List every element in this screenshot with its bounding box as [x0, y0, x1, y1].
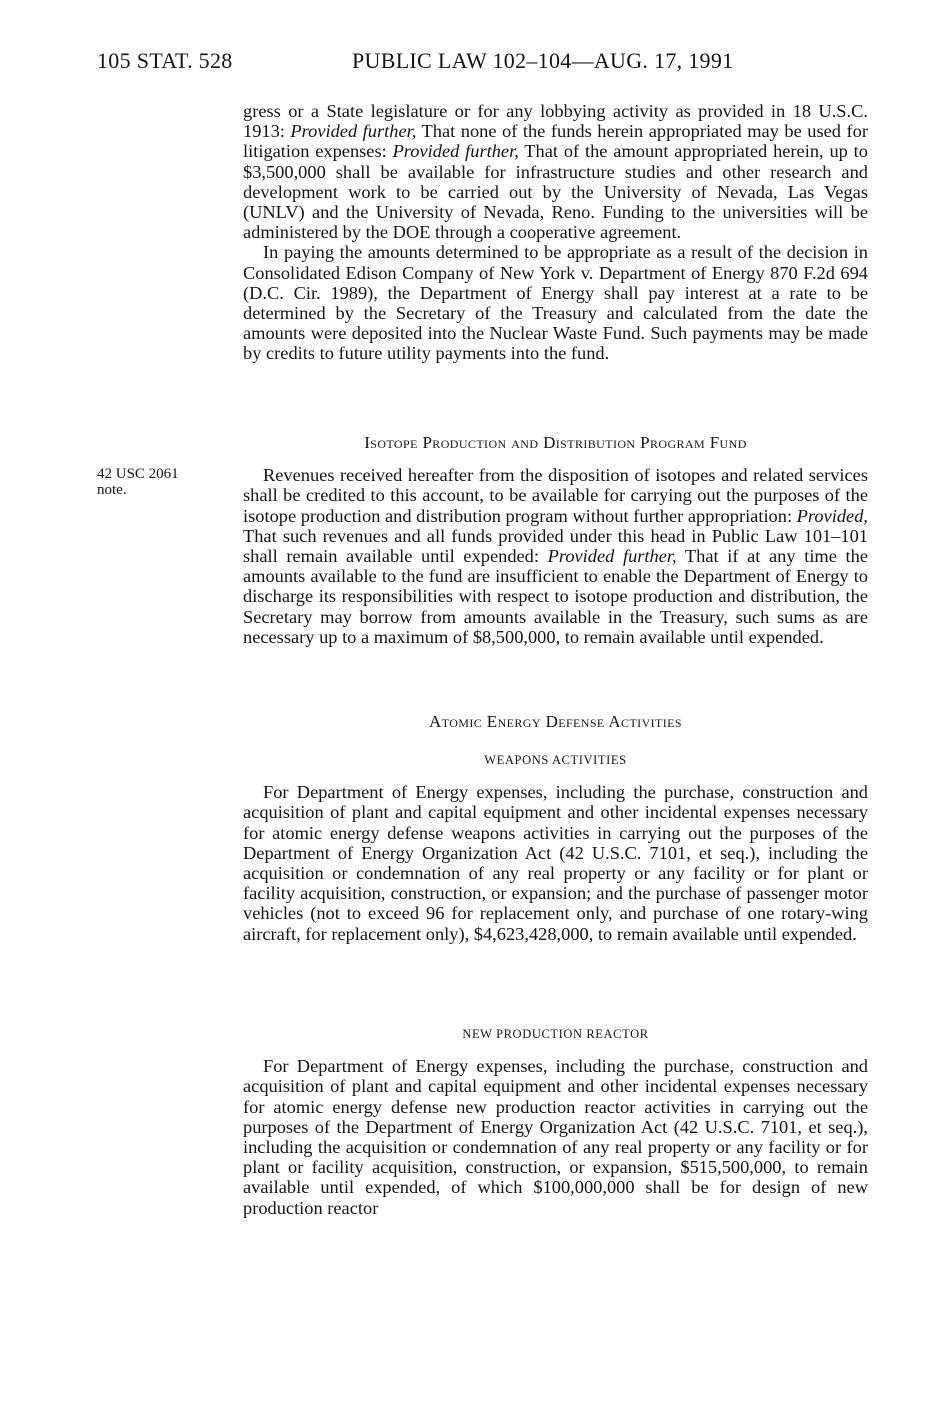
- new-production-reactor-heading: NEW PRODUCTION REACTOR: [462, 1027, 649, 1041]
- paragraph-continued: gress or a State legislature or for any lobbying activity as provided in 18 U.S.C. 1913: Provided further, That none of the funds herein appropriated may be used for litigation expenses: Provided further, That of the amount appropriated herein, up to $3,500,000 shall be available for infrastructure studies and other research and development work to be carried out by the University of Nevada, Las Vegas (UNLV) and the University of Nevada, Reno. Funding to the universities will be administered by the DOE through a cooperative agreement.: [243, 101, 868, 243]
- weapons-activities-heading: WEAPONS ACTIVITIES: [484, 753, 627, 767]
- reactor-section: [243, 1024, 868, 1218]
- stat-page-number: 105 STAT. 528: [97, 48, 233, 73]
- weapons-activities-paragraph: For Department of Energy expenses, including the purchase, construction and acquisition of plant and capital equipment and other incidental expenses necessary for atomic energy defense weapons activities in carrying out the purposes of the Department of Energy Organization Act (42 U.S.C. 7101, et seq.), including the acquisition or condemnation of any real property or any facility or for plant or facility acquisition, construction, or expansion; and the purchase of passenger motor vehicles (not to exceed 96 for replacement only, and purchase of one rotary-wing aircraft, for replacement only), $4,623,428,000, to remain available until expended.: [243, 782, 868, 944]
- margin-note-label: note.: [97, 482, 127, 498]
- continued-provisions: [243, 101, 868, 364]
- atomic-energy-section: [243, 712, 868, 732]
- isotope-fund-paragraph: Revenues received hereafter from the disposition of isotopes and related services shall be credited to this account, to be available for carrying out the purposes of the isotope production and distribution program without further appropriation: Provided, That such revenues and all funds provided under this head in Public Law 101–101 shall remain available until expended: Provided further, That if at any time the amounts available to the fund are insufficient to enable the Department of Energy to discharge its responsibilities with respect to isotope production and distribution, the Secretary may borrow from amounts available in the Treasury, such sums as are necessary up to a maximum of $8,500,000, to remain available until expended.: [243, 465, 868, 647]
- atomic-energy-heading: Atomic Energy Defense Activities: [429, 712, 682, 731]
- margin-note: [97, 466, 179, 498]
- new-production-reactor-paragraph: For Department of Energy expenses, including the purchase, construction and acquisition of plant and capital equipment and other incidental expenses necessary for atomic energy defense new production reactor activities in carrying out the purposes of the Department of Energy Organization Act (42 U.S.C. 7101, et seq.), including the acquisition or condemnation of any real property or any facility or for plant or facility acquisition, construction, or expansion, $515,500,000, to remain available until expended, of which $100,000,000 shall be for design of new production reactor: [243, 1056, 868, 1218]
- running-header-title: PUBLIC LAW 102–104—AUG. 17, 1991: [352, 48, 734, 73]
- isotope-section: [243, 433, 868, 647]
- weapons-section: [243, 750, 868, 944]
- isotope-fund-heading: Isotope Production and Distribution Program Fund: [364, 433, 747, 452]
- paragraph-consolidated-edison: In paying the amounts determined to be appropriate as a result of the decision in Consolidated Edison Company of New York v. Department of Energy 870 F.2d 694 (D.C. Cir. 1989), the Department of Energy shall pay interest at a rate to be determined by the Secretary of the Treasury and calculated from the date the amounts were deposited into the Nuclear Waste Fund. Such payments may be made by credits to future utility payments into the fund.: [243, 242, 868, 364]
- margin-note-citation: 42 USC 2061: [97, 466, 179, 482]
